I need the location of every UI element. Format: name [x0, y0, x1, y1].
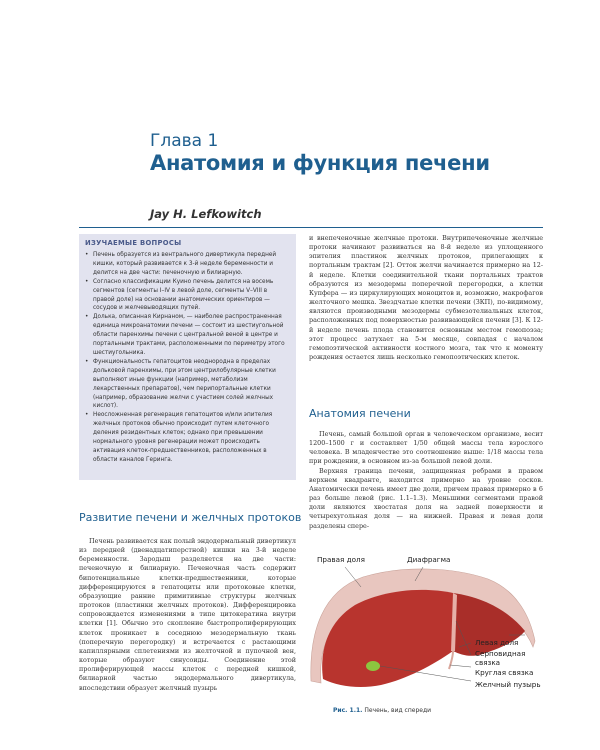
objective-item: • Долька, описанная Кирнаном, — наиболее распространенная единица микроанатомии печени — состоит из шестиугольной области паренхимы печени с центральной веной в центре и портальными трактами, расположенными по периметру этого шестиугольника.	[85, 313, 290, 358]
objectives-list	[85, 251, 290, 465]
label-falciform-1: Серповидная	[475, 649, 526, 658]
figure-caption-text: Печень, вид спереди	[362, 707, 432, 714]
objective-item: • Печень образуется из вентрального дивертикула передней кишки, который развивается к 3-й неделе беременности и делится на две части: печеночную и билиарную.	[85, 251, 290, 278]
label-falciform-2: связка	[475, 658, 501, 667]
author-name: Jay H. Lefkowitch	[150, 207, 262, 221]
section-heading-development: Развитие печени и желчных протоков	[79, 511, 302, 524]
objective-item: • Неосложненная регенерация гепатоцитов и/или эпителия желчных протоков обычно происходит путем клеточного деления резидентных клеток; однако при превышении нормального уровня регенерации может происходить активация клеток-предшественников, расположенных в области каналов Геринга.	[85, 411, 290, 464]
gallbladder-shape	[366, 661, 380, 671]
chapter-label: Глава 1	[150, 131, 219, 151]
right-column-anatomy-text	[309, 430, 543, 531]
figure-number: Рис. 1.1.	[333, 707, 363, 714]
paragraph: и внепеченочные желчные протоки. Внутрипеченочные желчные протоки начинают развиваться на 8-й неделе из уплощенного эпителия пластинок желчных протоков, прилегающих к портальным трактам [2]. Отток желчи начинается примерно на 12-й неделе. Клетки соединительной ткани портальных трактов образуются из мезодермы поперечной перегородки, а клетки Купфера — из циркулирующих моноцитов и, возможно, макрофагов желточного мешка. Звездчатые клетки печени (ЗКП), по-видимому, являются производными мезодермы субмезотелиальных клеток, расположенных под поверхностью развивающейся печени [3]. К 12-й неделе печень плода становится основным местом гемопоэза; этот процесс затухает на 5-м месяце, совпадая с началом гемопоэтической активности костного мозга, так что к моменту рождения остается лишь несколько гемопоэтических клеток.	[309, 234, 543, 362]
label-left-lobe: Левая доля	[475, 638, 519, 647]
label-round-ligament: Круглая связка	[475, 668, 534, 677]
paragraph: Печень, самый большой орган в человеческом организме, весит 1200–1500 г и составляет 1/50 общей массы тела взрослого человека. В младенчестве это соотношение выше: 1/18 массы тела при рождении, в основном из-за большой левой доли.	[309, 430, 543, 466]
objective-item: • Согласно классификации Куино печень делится на восемь сегментов (сегменты I–IV в левой доле, сегменты V–VIII в правой доле) на основании анатомических ориентиров — сосудов и желчевыводящих путей.	[85, 278, 290, 314]
paragraph: Печень развивается как полый эндодермальный дивертикул из передней (двенадцатиперстной) кишки на 3-й неделе беременности. Зародыш разделяется на две части: печеночную и билиарную. Печеночная часть содержит бипотенциальные клетки-предшественники, которые дифференцируются в гепатоциты или протоковые клетки, образующие ранние примитивные структуры желчных протоков (пластинки желчных протоков). Дифференцировка сопровождается изменениями в типе цитокератина внутри клетки [1]. Обычно это скопление быстропролиферирующих клеток проникает в соседнюю мезодермальную ткань (поперечную перегородку) и встречается с растающими капиллярными сплетениями из желточной и пупочной вен, которые образуют синусоиды. Соединение этой пролиферирующей массы клеток с передней кишкой, билиарной частью эндодермального дивертикула, впоследствии образует желчный пузырь	[79, 537, 296, 692]
label-diaphragm: Диафрагма	[407, 555, 451, 564]
left-column-text	[79, 537, 296, 693]
paragraph: Верхняя граница печени, защищенная ребрами в правом верхнем квадранте, находится примерно на уровне сосков. Анатомически печень имеет две доли, причем правая примерно в 6 раз больше левой (рис. 1.1–1.3). Меньшими сегментами правой доли являются хвостатая доля на задней поверхности и четырехугольная доля — на нижней. Правая и левая доли разделены спере-	[309, 466, 543, 530]
label-right-lobe: Правая доля	[317, 555, 365, 564]
header-rule	[79, 227, 543, 228]
label-gallbladder: Желчный пузырь	[475, 680, 541, 689]
section-heading-anatomy: Анатомия печени	[309, 407, 411, 420]
liver-anterior-figure	[303, 551, 543, 696]
objective-item: • Функциональность гепатоцитов неоднородна в пределах дольковой паренхимы, при этом центрилобулярные клетки выполняют иные функции (например, метаболизм лекарственных препаратов), чем перипортальные клетки (например, образование желчи с участием солей желчных кислот).	[85, 358, 290, 411]
round-ligament	[449, 651, 453, 669]
right-column-top-text	[309, 234, 543, 362]
chapter-title: Анатомия и функция печени	[150, 151, 490, 175]
learning-objectives-box	[79, 234, 296, 480]
figure-caption	[333, 707, 431, 714]
box-header: ИЗУЧАЕМЫЕ ВОПРОСЫ	[85, 239, 182, 247]
